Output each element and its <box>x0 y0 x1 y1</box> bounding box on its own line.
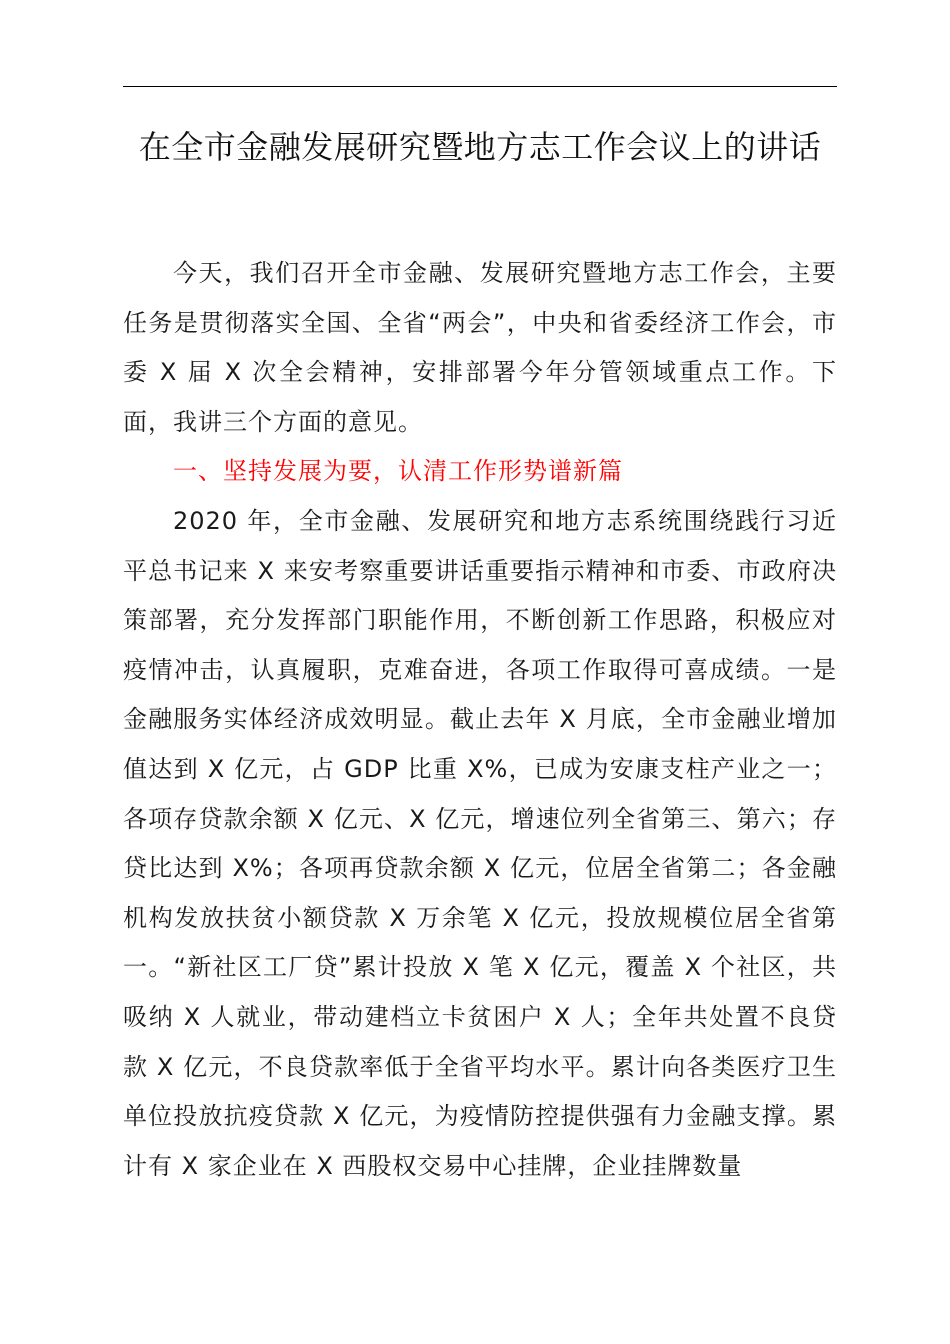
section-heading: 一、坚持发展为要，认清工作形势谱新篇 <box>173 457 623 486</box>
document-body <box>123 249 837 1191</box>
intro-paragraph: 今天，我们召开全市金融、发展研究暨地方志工作会，主要任务是贯彻落实全国、全省“两会”，中央和省委经济工作会，市委 X 届 X 次全会精神，安排部署今年分管领域重点工作。下面，我讲三个方面的意见。 <box>123 259 837 436</box>
document-title: 在全市金融发展研究暨地方志工作会议上的讲话 <box>138 128 822 166</box>
header-rule <box>123 86 837 87</box>
section-paragraph: 2020 年，全市金融、发展研究和地方志系统围绕践行习近平总书记来 X 来安考察重要讲话重要指示精神和市委、市政府决策部署，充分发挥部门职能作用，不断创新工作思路，积极应对疫情冲击，认真履职，克难奋进，各项工作取得可喜成绩。一是金融服务实体经济成效明显。截止去年 X 月底，全市金融业增加值达到 X 亿元，占 GDP 比重 X%，已成为安康支柱产业之一；各项存贷款余额 X 亿元、X 亿元，增速位列全省第三、第六；存贷比达到 X%；各项再贷款余额 X 亿元，位居全省第二；各金融机构发放扶贫小额贷款 X 万余笔 X 亿元，投放规模位居全省第一。“新社区工厂贷”累计投放 X 笔 X 亿元，覆盖 X 个社区，共吸纳 X 人就业，带动建档立卡贫困户 X 人；全年共处置不良贷款 X 亿元，不良贷款率低于全省平均水平。累计向各类医疗卫生单位投放抗疫贷款 X 亿元，为疫情防控提供强有力金融支撑。累计有 X 家企业在 X 西股权交易中心挂牌，企业挂牌数量 <box>123 506 837 1180</box>
